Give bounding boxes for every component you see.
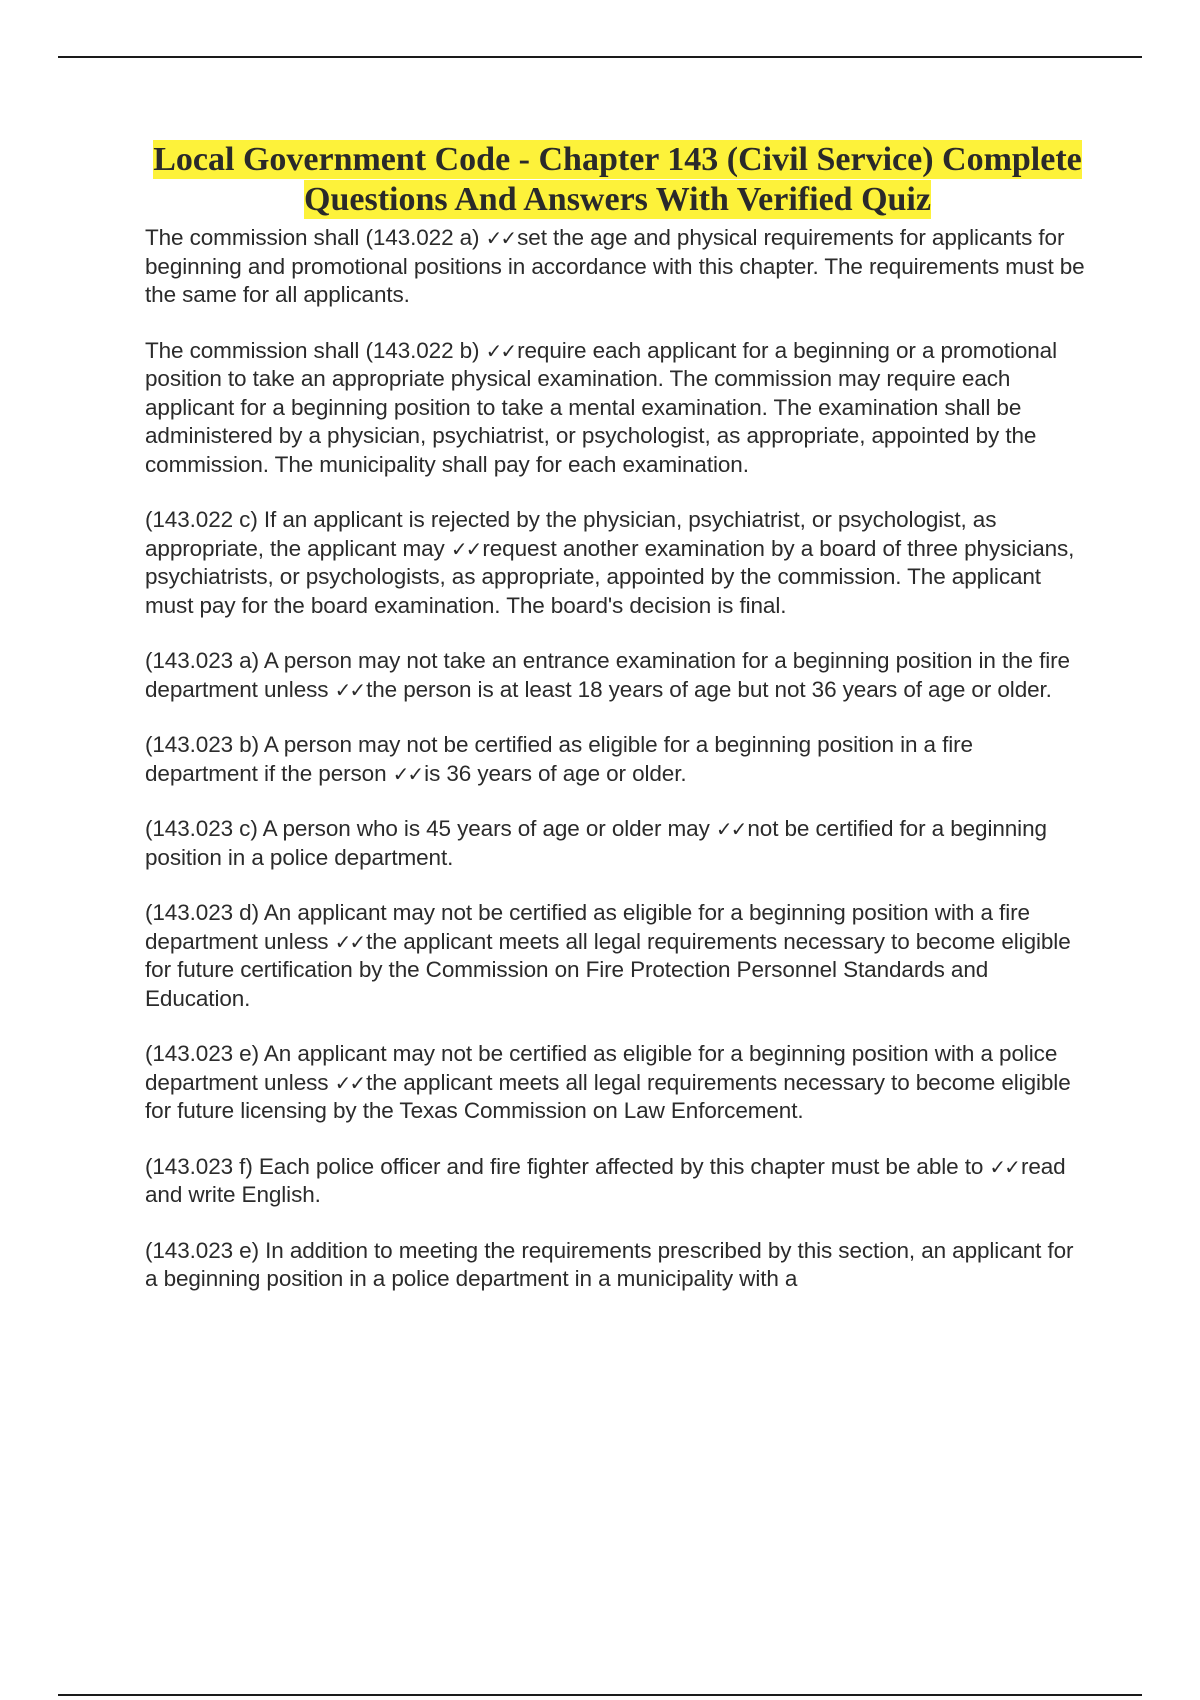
check-icon: ✓✓ bbox=[334, 1070, 365, 1095]
answer-text: request another examination by a board of three physicians, psychiatrists, or psychologists, as appropriate, appointed by the commission. The applicant must pay for the board examination. The board's decision is final. bbox=[145, 535, 1075, 618]
check-icon: ✓✓ bbox=[334, 677, 365, 702]
top-rule bbox=[58, 56, 1142, 58]
qa-item-1 bbox=[145, 224, 1090, 310]
question-text: (143.023 a) A person may not take an entrance examination for a beginning position in the fire department unless bbox=[145, 648, 1070, 702]
question-text: The commission shall (143.022 b) bbox=[145, 337, 486, 363]
question-text: (143.023 b) A person may not be certified as eligible for a beginning position in a fire department if the person bbox=[145, 732, 973, 786]
document-page bbox=[145, 140, 1090, 1321]
question-text: (143.022 c) If an applicant is rejected by the physician, psychiatrist, or psychologist, as appropriate, the applicant may bbox=[145, 507, 997, 561]
answer-text: the applicant meets all legal requirements necessary to become eligible for future certification by the Commission on Fire Protection Personnel Standards and Education. bbox=[145, 928, 1071, 1011]
qa-item-4 bbox=[145, 647, 1090, 704]
answer-text: is 36 years of age or older. bbox=[424, 760, 687, 786]
answer-text: not be certified for a beginning position in a police department. bbox=[145, 816, 1047, 870]
check-icon: ✓✓ bbox=[715, 817, 746, 841]
title-highlight: Local Government Code - Chapter 143 (Civil Service) Complete Questions And Answers With Verified Quiz bbox=[153, 141, 1082, 218]
question-text: (143.023 d) An applicant may not be certified as eligible for a beginning position with a fire department unless bbox=[145, 900, 1030, 954]
qa-item-8 bbox=[145, 1040, 1090, 1126]
qa-item-9 bbox=[145, 1153, 1090, 1210]
check-icon: ✓✓ bbox=[485, 226, 516, 250]
question-text: The commission shall (143.022 a) bbox=[145, 225, 486, 250]
question-text: (143.023 f) Each police officer and fire fighter affected by this chapter must be able to bbox=[145, 1153, 990, 1179]
qa-item-7 bbox=[145, 899, 1090, 1013]
check-icon: ✓✓ bbox=[334, 929, 365, 954]
qa-item-5 bbox=[145, 731, 1090, 788]
check-icon: ✓✓ bbox=[485, 338, 516, 363]
answer-text: read and write English. bbox=[145, 1153, 1066, 1207]
document-title bbox=[145, 140, 1090, 220]
qa-item-3 bbox=[145, 506, 1090, 620]
check-icon: ✓✓ bbox=[989, 1154, 1019, 1179]
check-icon: ✓✓ bbox=[450, 536, 481, 561]
answer-text: require each applicant for a beginning or a promotional position to take an appropriate physical examination. The commission may require each applicant for a beginning position to take a mental examination. The examination shall be administered by a physician, psychiatrist, or psychologist, as appropriate, appointed by the commission. The municipality shall pay for each examination. bbox=[145, 337, 1057, 477]
question-text: (143.023 c) A person who is 45 years of age or older may bbox=[145, 816, 716, 841]
bottom-rule bbox=[58, 1694, 1142, 1696]
question-text: (143.023 e) An applicant may not be certified as eligible for a beginning position with a police department unless bbox=[145, 1041, 1058, 1095]
answer-text: set the age and physical requirements for applicants for beginning and promotional positions in accordance with this chapter. The requirements must be the same for all applicants. bbox=[145, 225, 1085, 307]
qa-item-6 bbox=[145, 815, 1090, 872]
check-icon: ✓✓ bbox=[392, 761, 423, 786]
qa-item-10-partial bbox=[145, 1237, 1090, 1294]
qa-item-2 bbox=[145, 337, 1090, 480]
answer-text: the applicant meets all legal requirements necessary to become eligible for future licensing by the Texas Commission on Law Enforcement. bbox=[145, 1069, 1071, 1123]
answer-text: the person is at least 18 years of age but not 36 years of age or older. bbox=[366, 676, 1052, 702]
trailing-text: (143.023 e) In addition to meeting the requirements prescribed by this section, an applicant for a beginning position in a police department in a municipality with a bbox=[145, 1237, 1074, 1291]
